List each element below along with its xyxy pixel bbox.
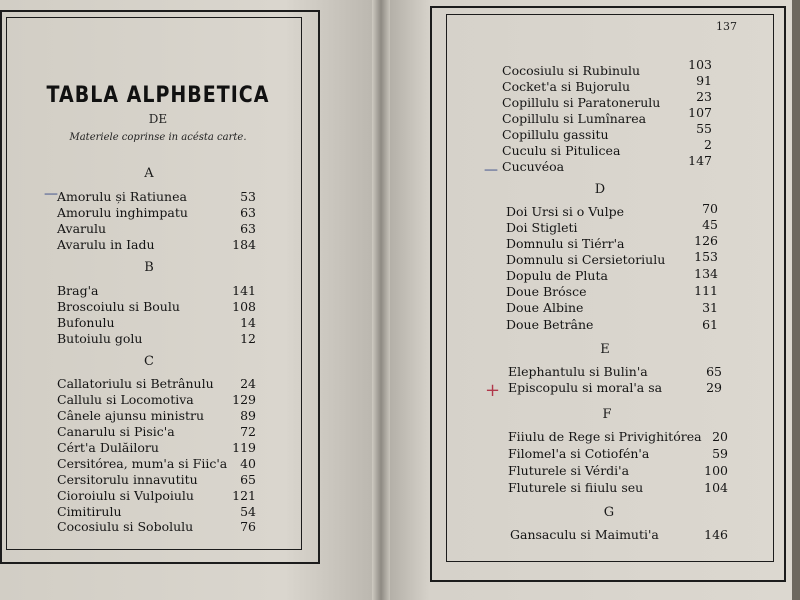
index-entry (57, 331, 142, 346)
entry-title: Doue Brósce (506, 284, 587, 299)
entry-page: 147 (688, 153, 712, 168)
entry-page: 103 (688, 57, 712, 72)
section-letter-d: D (594, 182, 606, 197)
index-entry (57, 376, 214, 391)
index-entry (57, 237, 155, 252)
entry-page: 89 (240, 408, 256, 423)
section-letter-e: E (600, 342, 610, 357)
index-entry (57, 392, 194, 407)
entry-page: 91 (696, 73, 712, 88)
index-entry (57, 408, 204, 423)
entry-title: Filomel'a si Cotiofén'a (508, 446, 650, 461)
entry-title: Amorulu inghimpatu (57, 205, 188, 220)
index-entry (57, 299, 180, 314)
index-caption: Materiele coprinse in acésta carte. (69, 132, 247, 143)
entry-title: Cocket'a si Bujorulu (502, 79, 631, 94)
index-title: TABLA ALPHBETICA (46, 82, 270, 108)
index-entry (502, 127, 609, 142)
entry-page: 184 (232, 237, 256, 252)
entry-title: Doue Betrâne (506, 317, 594, 332)
entry-page: 119 (232, 440, 256, 455)
entry-page: 100 (704, 463, 728, 478)
page-number: 137 (716, 20, 737, 33)
entry-page: 141 (232, 283, 256, 298)
entry-page: 108 (232, 299, 256, 314)
entry-page: 45 (702, 217, 718, 232)
index-entry (57, 283, 99, 298)
entry-page: 72 (240, 424, 256, 439)
entry-title: Fluturele si Vérdi'a (508, 463, 630, 478)
section-letter-f: F (602, 407, 612, 422)
entry-page: 2 (704, 137, 712, 152)
entry-page: 59 (712, 446, 728, 461)
entry-title: Butoiulu golu (57, 331, 143, 346)
index-entry (502, 79, 630, 94)
entry-title: Cersitorulu innavutitu (57, 472, 198, 487)
entry-title: Gansaculu si Maimuti'a (510, 527, 659, 542)
entry-page: 134 (694, 266, 718, 281)
entry-page: 12 (240, 331, 256, 346)
entry-page: 129 (232, 392, 256, 407)
entry-page: 14 (240, 315, 256, 330)
entry-title: Bufonulu (57, 315, 115, 330)
pencil-dash-mark: — (44, 186, 58, 202)
index-entry (57, 424, 175, 439)
index-entry (508, 463, 629, 478)
entry-title: Doi Stigleti (506, 220, 578, 235)
index-entry (506, 268, 608, 283)
entry-title: Cuculu si Pitulicea (502, 143, 621, 158)
index-entry (57, 205, 188, 220)
entry-title: Cersitórea, mum'a si Fiic'a (57, 456, 228, 471)
entry-page: 53 (240, 189, 256, 204)
entry-page: 31 (702, 300, 718, 315)
entry-title: Cimitirulu (57, 504, 122, 519)
entry-title: Episcopulu si moral'a sa (508, 380, 663, 395)
index-entry (57, 472, 198, 487)
entry-page: 111 (694, 283, 718, 298)
entry-page: 40 (240, 456, 256, 471)
index-entry (508, 480, 643, 495)
entry-page: 63 (240, 221, 256, 236)
section-letter-c: C (144, 354, 154, 369)
index-entry (508, 380, 662, 395)
section-letter-a: A (144, 166, 154, 181)
entry-title: Brag'a (57, 283, 99, 298)
index-subtitle: DE (148, 112, 168, 126)
entry-title: Cucuvéoa (502, 159, 565, 174)
index-entry (506, 220, 578, 235)
entry-page: 76 (240, 519, 256, 534)
entry-title: Elephantulu si Bulin'a (508, 364, 648, 379)
entry-page: 20 (712, 429, 728, 444)
index-entry (506, 300, 583, 315)
entry-title: Broscoiulu si Boulu (57, 299, 180, 314)
index-entry (502, 95, 660, 110)
entry-title: Amorulu și Ratiunea (57, 189, 187, 204)
entry-title: Doue Albine (506, 300, 584, 315)
pencil-dash-mark: — (484, 162, 498, 178)
entry-page: 126 (694, 233, 718, 248)
index-entry (57, 221, 106, 236)
entry-title: Cocosiulu si Rubinulu (502, 63, 641, 78)
entry-page: 54 (240, 504, 256, 519)
entry-title: Copillulu si Paratonerulu (502, 95, 661, 110)
entry-page: 65 (706, 364, 722, 379)
index-entry (506, 252, 665, 267)
index-entry (508, 364, 648, 379)
entry-title: Callulu si Locomotiva (57, 392, 194, 407)
entry-page: 104 (704, 480, 728, 495)
entry-page: 23 (696, 89, 712, 104)
entry-title: Avarulu in Iadu (57, 237, 155, 252)
entry-title: Copillulu gassitu (502, 127, 609, 142)
entry-title: Fluturele si fiiulu seu (508, 480, 644, 495)
index-entry (508, 446, 649, 461)
entry-title: Cioroiulu si Vulpoiulu (57, 488, 194, 503)
entry-title: Callatoriulu si Betrânulu (57, 376, 214, 391)
index-entry (502, 111, 646, 126)
index-entry (57, 189, 187, 204)
entry-title: Domnulu si Cersietoriulu (506, 252, 666, 267)
entry-page: 70 (702, 201, 718, 216)
entry-page: 61 (702, 317, 718, 332)
index-entry (506, 284, 586, 299)
index-entry (508, 429, 702, 444)
entry-title: Cért'a Dulăiloru (57, 440, 159, 455)
section-letter-g: G (603, 505, 615, 520)
entry-page: 24 (240, 376, 256, 391)
index-entry (57, 504, 122, 519)
entry-title: Fiiulu de Rege si Privighitórea (508, 429, 702, 444)
pencil-cross-mark: + (485, 380, 501, 401)
index-entry (57, 315, 115, 330)
entry-title: Domnulu si Tiérr'a (506, 236, 625, 251)
index-entry (506, 204, 624, 219)
index-entry (502, 143, 620, 158)
entry-title: Cânele ajunsu ministru (57, 408, 205, 423)
index-entry (506, 236, 624, 251)
entry-page: 146 (704, 527, 728, 542)
index-entry (57, 440, 159, 455)
entry-title: Cocosiulu si Sobolulu (57, 519, 194, 534)
entry-title: Copillulu si Lumînarea (502, 111, 647, 126)
entry-title: Canarulu si Pisic'a (57, 424, 175, 439)
book-gutter (372, 0, 390, 600)
index-entry (510, 527, 659, 542)
entry-page: 65 (240, 472, 256, 487)
entry-page: 55 (696, 121, 712, 136)
index-entry (57, 519, 193, 534)
entry-page: 29 (706, 380, 722, 395)
entry-title: Dopulu de Pluta (506, 268, 608, 283)
entry-title: Avarulu (57, 221, 107, 236)
section-letter-b: B (144, 260, 154, 275)
entry-page: 121 (232, 488, 256, 503)
index-entry (502, 159, 564, 174)
entry-title: Doi Ursi si o Vulpe (506, 204, 624, 219)
index-entry (506, 317, 593, 332)
entry-page: 63 (240, 205, 256, 220)
index-entry (57, 488, 194, 503)
entry-page: 153 (694, 249, 718, 264)
index-entry (502, 63, 640, 78)
entry-page: 107 (688, 105, 712, 120)
